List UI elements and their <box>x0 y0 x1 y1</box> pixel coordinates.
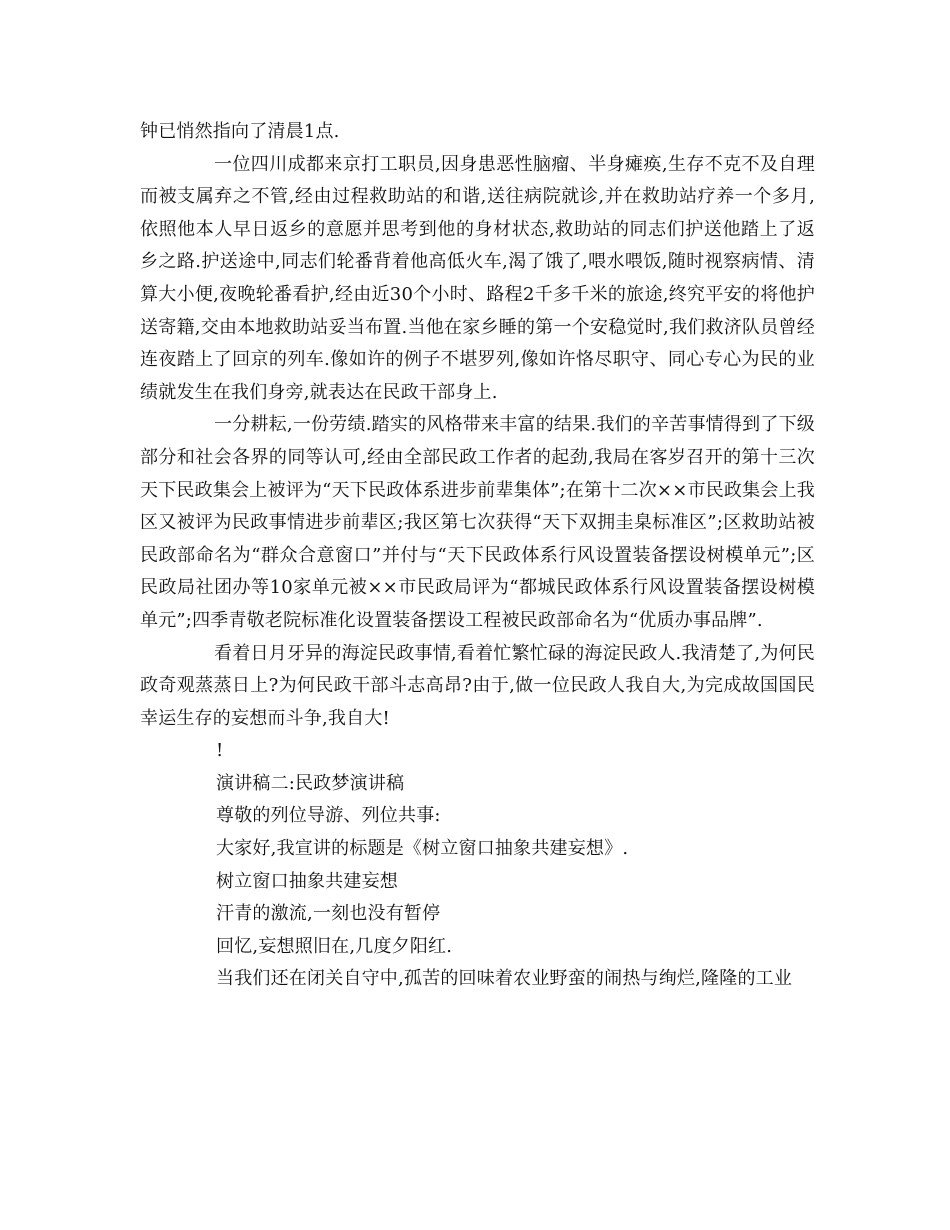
exclamation-line: ! <box>216 740 224 762</box>
speech-intro-line: 大家好,我宣讲的标题是《树立窗口抽象共建妄想》. <box>216 838 629 860</box>
document-body <box>140 116 815 996</box>
body-paragraph: 看着日月牙异的海淀民政事情,看着忙繁忙碌的海淀民政人.我清楚了,为何民政奇观蒸蒸日上?为何民政干部斗志高昂?由于,做一位民政人我自大,为完成故国国民幸运生存的妄想而斗争,我自大! <box>140 642 815 729</box>
continuation-paragraph: 钟已悄然指向了清晨1点. <box>140 121 340 142</box>
body-paragraph: 一位四川成都来京打工职员,因身患恶性脑瘤、半身瘫痪,生存不克不及自理而被支属弃之不管,经由过程救助站的和谐,送往病院就诊,并在救助站疗养一个多月,依照他本人早日返乡的意愿并思考到他的身材状态,救助站的同志们护送他踏上了返乡之路.护送途中,同志们轮番背着他高低火车,渴了饿了,喂水喂饭,随时视察病情、清算大小便,夜晚轮番看护,经由近30个小时、路程2千多千米的旅途,终究平安的将他护送寄籍,交由本地救助站妥当布置.当他在家乡睡的第一个安稳觉时,我们救济队员曾经连夜踏上了回京的列车.像如许的例子不堪罗列,像如许恪尽职守、同心专心为民的业绩就发生在我们身旁,就表达在民政干部身上. <box>140 153 815 403</box>
poem-line: 汗青的激流,一刻也没有暂停 <box>216 903 441 925</box>
poem-line: 回忆,妄想照旧在,几度夕阳红. <box>216 935 453 957</box>
speech-title-line: 树立窗口抽象共建妄想 <box>216 870 398 892</box>
speech-heading: 演讲稿二:民政梦演讲稿 <box>216 772 405 794</box>
closing-line: 当我们还在闭关自守中,孤苦的回味着农业野蛮的闹热与绚烂,隆隆的工业 <box>216 968 793 990</box>
body-paragraph: 一分耕耘,一份劳绩.踏实的风格带来丰富的结果.我们的辛苦事情得到了下级部分和社会各界的同等认可,经由全部民政工作者的起劲,我局在客岁召开的第十三次天下民政集会上被评为“天下民政体系进步前辈集体”;在第十二次××市民政集会上我区又被评为民政事情进步前辈区;我区第七次获得“天下双拥圭臬标准区”;区救助站被民政部命名为“群众合意窗口”并付与“天下民政体系行风设置装备摆设树模单元”;区民政局社团办等10家单元被××市民政局评为“都城民政体系行风设置装备摆设树模单元”;四季青敬老院标准化设置装备摆设工程被民政部命名为“优质办事品牌”. <box>140 414 815 631</box>
salutation-line: 尊敬的列位导游、列位共事: <box>216 805 441 827</box>
